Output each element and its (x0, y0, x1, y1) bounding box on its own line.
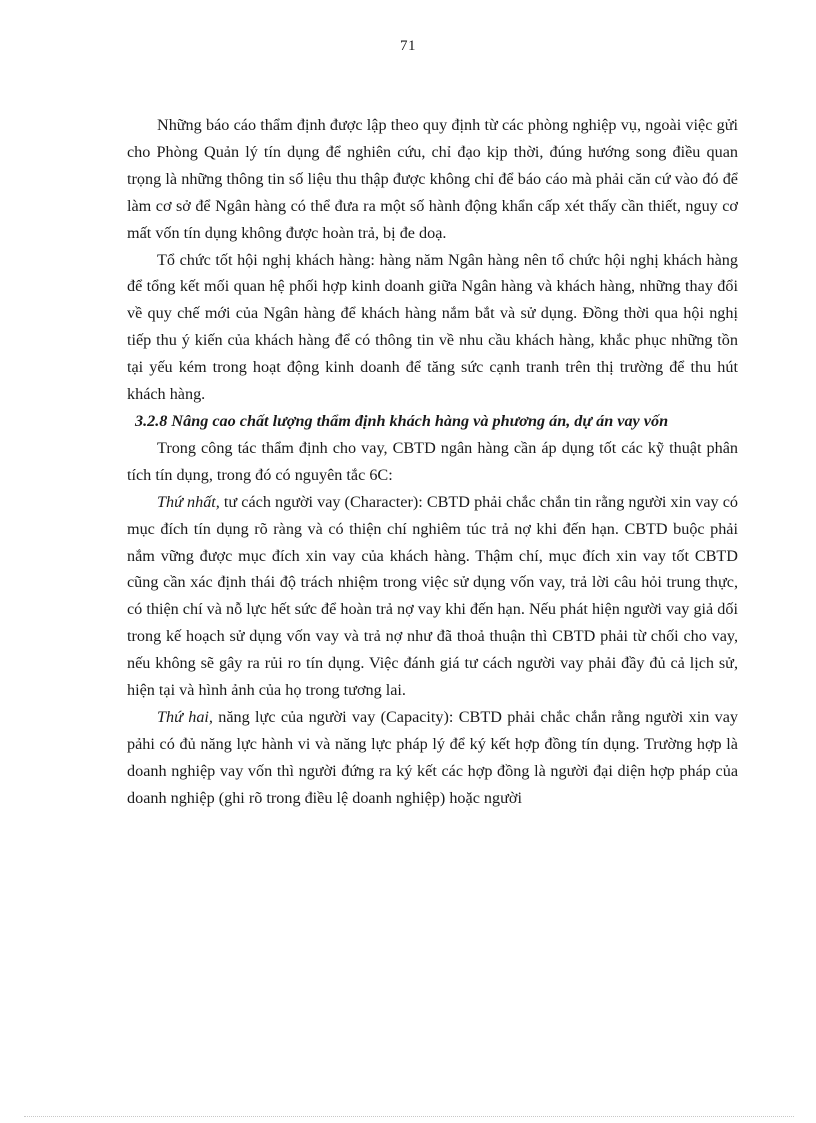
paragraph-lead-first: Thứ nhất, (157, 492, 220, 511)
document-body (127, 112, 738, 812)
page-number: 71 (400, 38, 416, 54)
paragraph-6c-intro: Trong công tác thẩm định cho vay, CBTD ngân hàng cần áp dụng tốt các kỹ thuật phân tích tín dụng, trong đó có nguyên tắc 6C: (127, 438, 738, 484)
section-heading: 3.2.8 Nâng cao chất lượng thẩm định khách hàng và phương án, dự án vay vốn (135, 411, 669, 430)
paragraph-text-capacity: năng lực của người vay (Capacity): CBTD phải chắc chắn rằng người xin vay pảhi có đủ năng lực hành vi và năng lực pháp lý để ký kết hợp đồng tín dụng. Trường hợp là doanh nghiệp vay vốn thì người đứng ra ký kết các hợp đồng là người đại diện hợp pháp của doanh nghiệp (ghi rõ trong điều lệ doanh nghiệp) hoặc người (127, 707, 738, 807)
paragraph-customer-conference: Tổ chức tốt hội nghị khách hàng: hàng năm Ngân hàng nên tổ chức hội nghị khách hàng để tổng kết mối quan hệ phối hợp kinh doanh giữa Ngân hàng và khách hàng, những thay đổi về quy chế mới của Ngân hàng để khách hàng nắm bắt và sử dụng. Đồng thời qua hội nghị tiếp thu ý kiến của khách hàng để có thông tin về nhu cầu khách hàng, khắc phục những tồn tại yếu kém trong hoạt động kinh doanh để tăng sức cạnh tranh trên thị trường để thu hút khách hàng. (127, 250, 738, 404)
paragraph-lead-second: Thứ hai, (157, 707, 213, 726)
paragraph-appraisal-reports: Những báo cáo thẩm định được lập theo quy định từ các phòng nghiệp vụ, ngoài việc gửi cho Phòng Quản lý tín dụng để nghiên cứu, chỉ đạo kịp thời, đúng hướng song điều quan trọng là những thông tin số liệu thu thập được không chỉ để báo cáo mà phải căn cứ vào đó để làm cơ sở để Ngân hàng có thể đưa ra một số hành động khẩn cấp xét thấy cần thiết, nguy cơ mất vốn tín dụng không được hoàn trả, bị đe doạ. (127, 116, 738, 242)
paragraph-character (127, 489, 738, 704)
paragraph-text-character: tư cách người vay (Character): CBTD phải chắc chắn tin rằng người xin vay có mục đích tín dụng rõ ràng và có thiện chí nghiêm túc trả nợ khi đến hạn. CBTD buộc phải nắm vững được mục đích xin vay của khách hàng. Thậm chí, mục đích xin vay tốt CBTD cũng cần xác định thái độ trách nhiệm trong việc sử dụng vốn vay, trả lời câu hỏi trung thực, có thiện chí và nỗ lực hết sức để hoàn trả nợ vay khi đến hạn. Nếu phát hiện người vay giả dối trong kế hoạch sử dụng vốn vay và trả nợ như đã thoả thuận thì CBTD phải từ chối cho vay, nếu không sẽ gây ra rủi ro tín dụng. Việc đánh giá tư cách người vay phải đầy đủ cả lịch sử, hiện tại và hình ảnh của họ trong tương lai. (127, 492, 738, 700)
paragraph-capacity (127, 704, 738, 812)
footer-divider (24, 1116, 794, 1117)
